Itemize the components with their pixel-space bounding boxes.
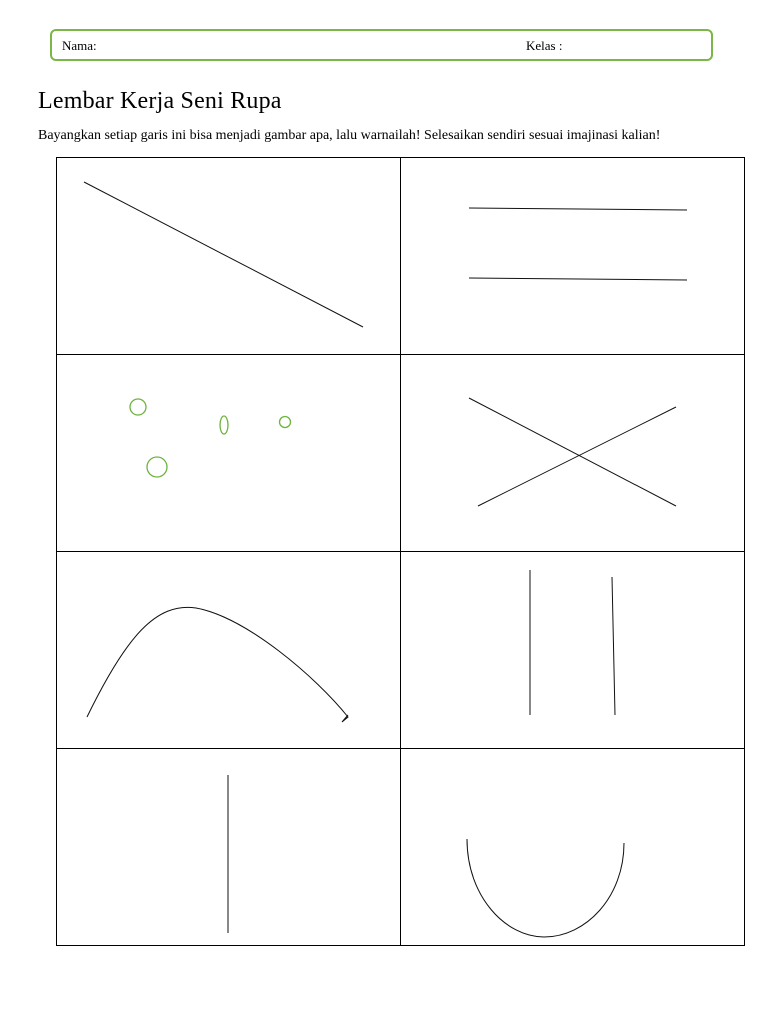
nama-field-label[interactable]: Nama: (62, 38, 97, 53)
cell-arch-curve[interactable] (57, 552, 401, 749)
cell-two-horizontal-lines[interactable] (401, 158, 745, 355)
cell-four-circles[interactable] (57, 355, 401, 552)
cell-crossing-lines[interactable] (401, 355, 745, 552)
cell-diagonal-line[interactable] (57, 158, 401, 355)
drawing-grid (56, 157, 745, 946)
cell-two-vertical-lines[interactable] (401, 552, 745, 749)
kelas-field-label[interactable]: Kelas : (526, 38, 563, 53)
page-title: Lembar Kerja Seni Rupa (38, 88, 282, 114)
cell-single-vertical-line[interactable] (57, 749, 401, 946)
cell-u-curve[interactable] (401, 749, 745, 946)
instruction-text: Bayangkan setiap garis ini bisa menjadi gambar apa, lalu warnailah! Selesaikan sendiri sesuai imajinasi kalian! (38, 128, 661, 143)
student-info-box (50, 29, 713, 61)
